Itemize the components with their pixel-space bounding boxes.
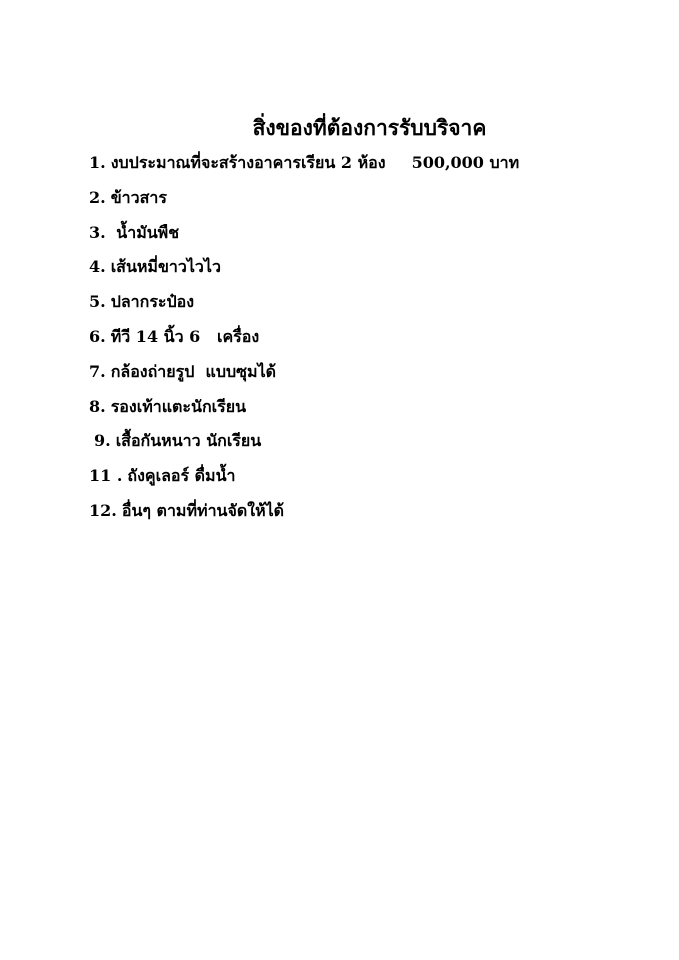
item-text: ทีวี 14 นิ้ว 6 เครื่อง bbox=[110, 326, 260, 346]
list-item bbox=[89, 394, 519, 429]
item-number: 6. bbox=[89, 326, 106, 346]
item-text: ถังคูเลอร์ ดื่มน้ำ bbox=[127, 466, 236, 486]
item-number: 12. bbox=[89, 500, 117, 520]
list-item bbox=[89, 428, 519, 463]
item-text: ปลากระป๋อง bbox=[110, 292, 195, 312]
item-text: น้ำมันพืช bbox=[110, 222, 180, 242]
item-number: 8. bbox=[89, 396, 106, 416]
list-item bbox=[89, 498, 519, 533]
list-item bbox=[89, 150, 519, 185]
item-number: 4. bbox=[89, 257, 106, 277]
list-item bbox=[89, 254, 519, 289]
item-number: 3. bbox=[89, 222, 106, 242]
item-number: 7. bbox=[89, 361, 106, 381]
list-item bbox=[89, 220, 519, 255]
list-item bbox=[89, 463, 519, 498]
item-text: เส้นหมี่ขาวไวไว bbox=[110, 257, 221, 277]
item-number: 2. bbox=[89, 187, 106, 207]
document-title: สิ่งของที่ต้องการรับบริจาค bbox=[252, 115, 487, 140]
item-text: เสื้อกันหนาว นักเรียน bbox=[115, 431, 262, 451]
item-text: งบประมาณที่จะสร้างอาคารเรียน 2 ห้อง bbox=[110, 153, 386, 172]
item-text: กล้องถ่ายรูป แบบซุมได้ bbox=[110, 361, 277, 381]
item-text: ข้าวสาร bbox=[110, 187, 167, 207]
list-item bbox=[89, 359, 519, 394]
item-number: 9. bbox=[94, 431, 111, 451]
list-item bbox=[89, 289, 519, 324]
list-item bbox=[89, 324, 519, 359]
item-text: อื่นๆ ตามที่ท่านจัดให้ได้ bbox=[121, 500, 285, 520]
donation-item-list bbox=[89, 150, 519, 533]
item-amount: 500,000 บาท bbox=[411, 153, 520, 172]
list-item bbox=[89, 185, 519, 220]
item-number: 5. bbox=[89, 292, 106, 312]
item-number: 11 . bbox=[89, 466, 123, 486]
item-number: 1. bbox=[89, 153, 106, 172]
item-text: รองเท้าแตะนักเรียน bbox=[110, 396, 247, 416]
